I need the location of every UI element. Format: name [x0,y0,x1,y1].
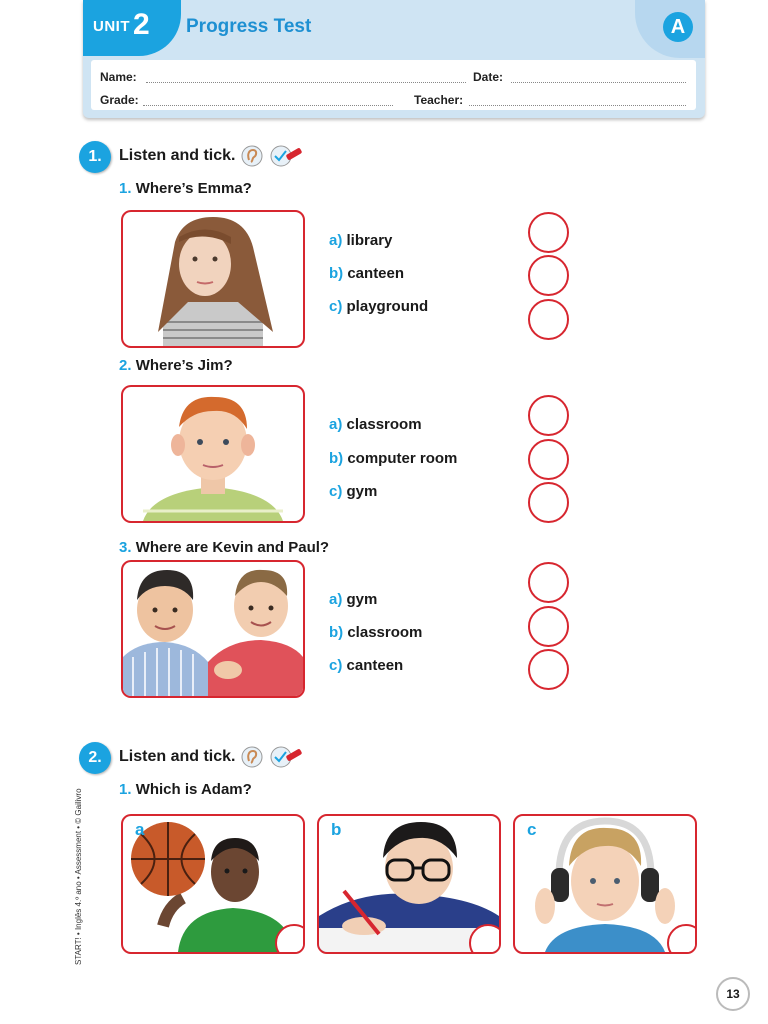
girl-portrait-image [121,210,305,348]
exercise-1-number: 1. [79,141,111,173]
question-number: 3. [119,539,132,556]
version-letter: A [663,12,693,42]
option-1-3-c: c) canteen [329,657,404,674]
publisher-credit: START! • Inglês 4.º ano • Assessment • © Gailivro [74,788,83,965]
exercise-1-title: Listen and tick. [119,147,236,164]
unit-label: UNIT [93,18,130,35]
grade-field[interactable] [143,105,393,106]
boy-portrait-image [121,385,305,523]
option-1-1-b: b) canteen [329,265,405,282]
tick-circle-1-2-b[interactable] [528,439,569,480]
card-letter: b [331,820,342,839]
tick-circle-1-1-c[interactable] [528,299,569,340]
tick-circle-2-b[interactable] [469,924,501,954]
tick-circle-1-2-c[interactable] [528,482,569,523]
exercise-2-number: 2. [79,742,111,774]
option-1-1-c: c) playground [329,298,429,315]
question-text: Where’s Jim? [135,357,233,374]
option-1-1-a: a) library [329,232,393,249]
card-c-boy-with-headphones[interactable] [513,814,697,954]
option-1-3-a: a) gym [329,591,378,608]
ear-icon [241,145,263,167]
unit-number: 2 [133,8,150,41]
tick-circle-1-3-a[interactable] [528,562,569,603]
unit-tab [83,0,181,56]
name-label: Name: [100,70,137,84]
date-label: Date: [473,70,504,84]
tick-circle-1-3-b[interactable] [528,606,569,647]
page-number: 13 [716,977,750,1011]
option-1-3-b: b) classroom [329,624,423,641]
exercise-2-title: Listen and tick. [119,748,236,765]
teacher-field[interactable] [469,105,686,106]
test-header [83,0,705,118]
question-number: 1. [119,781,132,798]
two-boys-portrait-image [121,560,305,698]
option-1-2-c: c) gym [329,483,378,500]
card-letter: c [527,820,537,839]
question-number: 2. [119,357,132,374]
question-text: Where’s Emma? [135,180,252,197]
question-1-1 [119,180,252,197]
card-letter: a [135,820,145,839]
student-info-form [91,60,696,110]
page-title: Progress Test [186,16,312,37]
ear-icon [241,746,263,768]
question-number: 1. [119,180,132,197]
version-badge [635,0,705,58]
tick-pencil-icon [270,746,304,768]
tick-pencil-icon [270,145,304,167]
question-1-2 [119,357,233,374]
tick-circle-1-3-c[interactable] [528,649,569,690]
teacher-label: Teacher: [414,93,464,107]
question-1-3 [119,539,329,556]
question-text: Which is Adam? [135,781,252,798]
option-1-2-b: b) computer room [329,450,458,467]
tick-circle-1-2-a[interactable] [528,395,569,436]
card-b-boy-with-glasses-writing[interactable] [317,814,501,954]
name-field[interactable] [146,82,466,83]
tick-circle-1-1-b[interactable] [528,255,569,296]
question-2-1 [119,781,252,798]
tick-circle-1-1-a[interactable] [528,212,569,253]
option-1-2-a: a) classroom [329,416,422,433]
question-text: Where are Kevin and Paul? [135,539,330,556]
card-a-boy-with-basketball[interactable] [121,814,305,954]
date-field[interactable] [511,82,686,83]
grade-label: Grade: [100,93,139,107]
